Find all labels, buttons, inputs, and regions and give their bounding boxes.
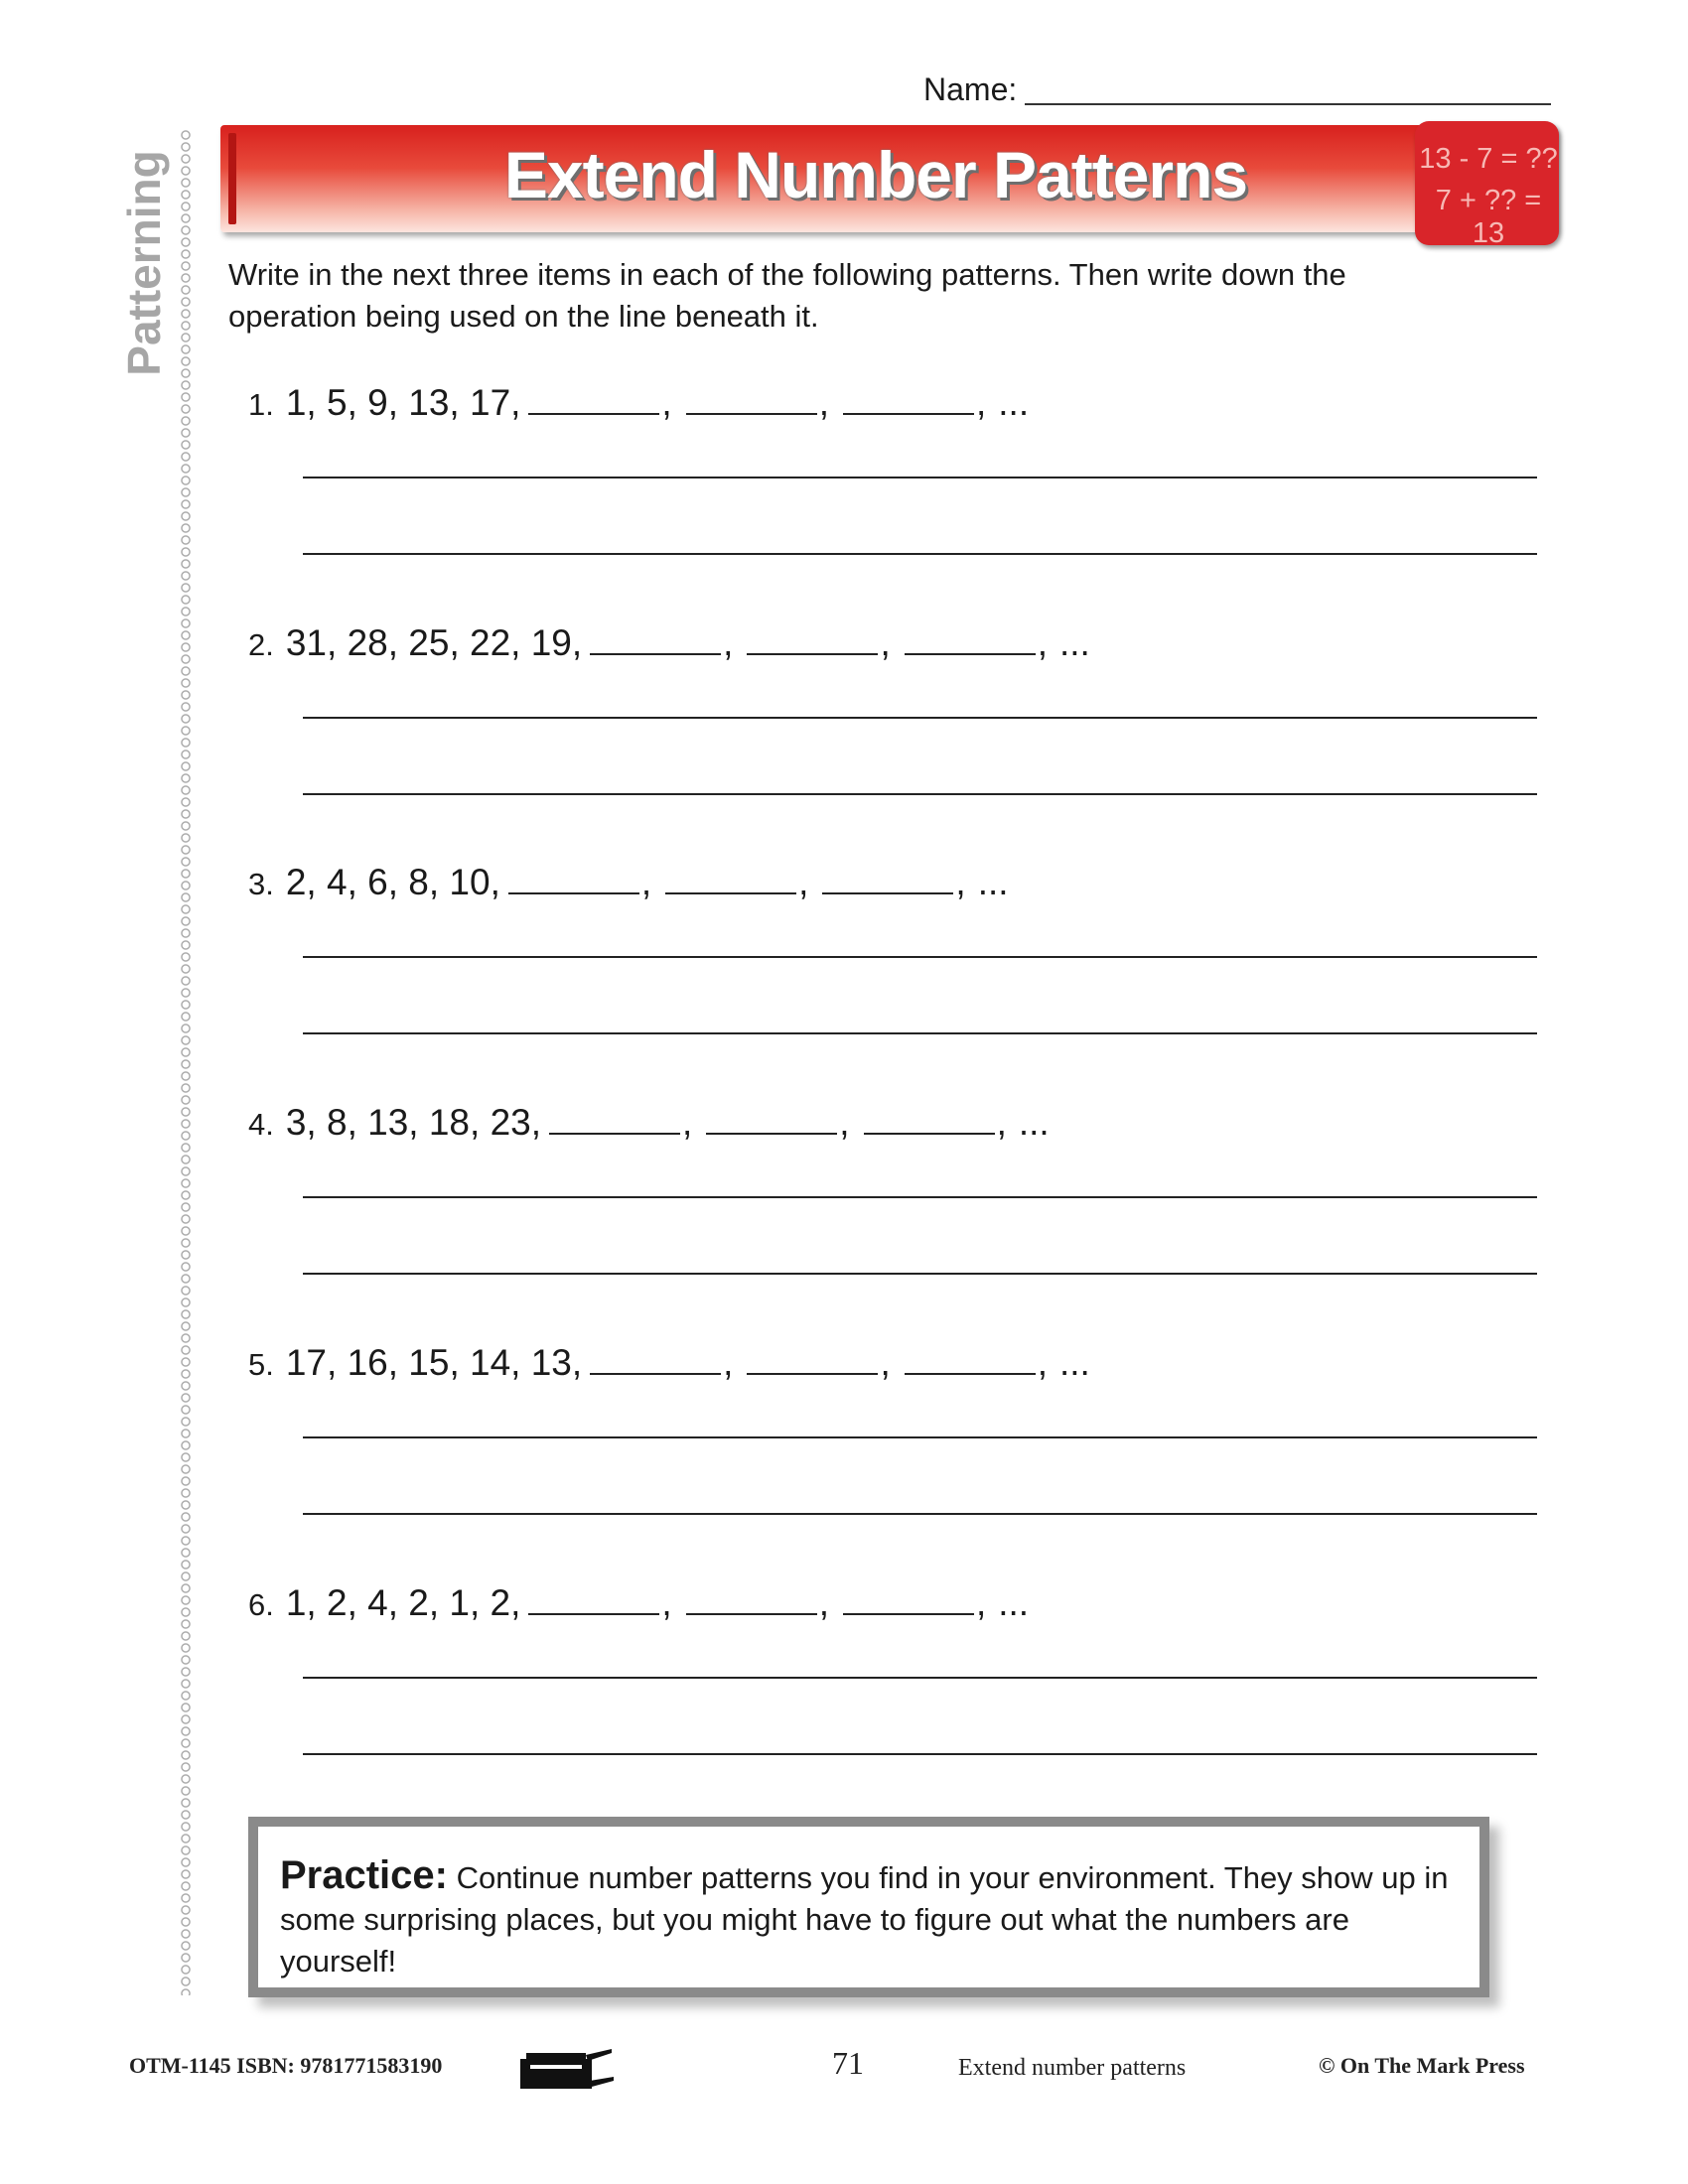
answer-blank[interactable] bbox=[528, 383, 659, 415]
question-4 bbox=[248, 1102, 1539, 1340]
operation-line[interactable] bbox=[303, 793, 1537, 795]
separator: , bbox=[1037, 622, 1048, 663]
separator: , bbox=[880, 622, 891, 663]
decorative-chain-border bbox=[177, 129, 195, 1995]
name-line[interactable] bbox=[1025, 103, 1551, 105]
operation-line[interactable] bbox=[303, 1032, 1537, 1034]
page-number: 71 bbox=[832, 2045, 864, 2081]
separator: , bbox=[723, 1342, 734, 1383]
side-tab-label: Patterning bbox=[118, 150, 170, 376]
answer-blank[interactable] bbox=[590, 623, 721, 655]
title-banner bbox=[220, 125, 1556, 232]
question-1 bbox=[248, 382, 1539, 620]
answer-blank[interactable] bbox=[864, 1103, 995, 1135]
practice-content bbox=[280, 1854, 1452, 1982]
separator: , bbox=[798, 862, 809, 902]
question-sequence: 17, 16, 15, 14, 13, bbox=[285, 1342, 583, 1383]
question-sequence: 2, 4, 6, 8, 10, bbox=[285, 862, 500, 902]
badge-line-2: 7 + ?? = 13 bbox=[1435, 185, 1542, 249]
badge-line-1: 13 - 7 = ?? bbox=[1419, 143, 1558, 175]
operation-line[interactable] bbox=[303, 1753, 1537, 1755]
operation-line[interactable] bbox=[303, 1196, 1537, 1198]
separator: , bbox=[880, 1342, 891, 1383]
separator: , bbox=[661, 382, 672, 423]
operation-line[interactable] bbox=[303, 1436, 1537, 1438]
answer-blank[interactable] bbox=[686, 383, 817, 415]
answer-blank[interactable] bbox=[528, 1583, 659, 1615]
ellipsis: ... bbox=[1059, 622, 1090, 663]
operation-line[interactable] bbox=[303, 1273, 1537, 1275]
equation-badge bbox=[1415, 121, 1559, 249]
footer-topic: Extend number patterns bbox=[958, 2055, 1187, 2081]
instructions: Write in the next three items in each of the following patterns. Then write down the operation being used on the line beneath it. bbox=[228, 257, 1346, 334]
question-sequence: 3, 8, 13, 18, 23, bbox=[285, 1102, 541, 1143]
separator: , bbox=[818, 382, 829, 423]
question-3 bbox=[248, 862, 1539, 1100]
footer bbox=[129, 2045, 1559, 2095]
separator: , bbox=[818, 1582, 829, 1623]
question-sequence: 1, 2, 4, 2, 1, 2, bbox=[285, 1582, 521, 1623]
ellipsis: ... bbox=[1018, 1102, 1050, 1143]
copyright: © On The Mark Press bbox=[1319, 2053, 1525, 2078]
operation-line[interactable] bbox=[303, 1513, 1537, 1515]
question-number: 6. bbox=[248, 1587, 274, 1622]
practice-label: Practice: bbox=[280, 1853, 448, 1897]
answer-blank[interactable] bbox=[747, 1343, 878, 1375]
answer-blank[interactable] bbox=[843, 1583, 974, 1615]
answer-blank[interactable] bbox=[590, 1343, 721, 1375]
answer-blank[interactable] bbox=[706, 1103, 837, 1135]
question-line bbox=[248, 622, 1090, 664]
answer-blank[interactable] bbox=[549, 1103, 680, 1135]
question-line bbox=[248, 1582, 1029, 1624]
separator: , bbox=[955, 862, 966, 902]
ellipsis: ... bbox=[977, 862, 1009, 902]
ellipsis: ... bbox=[998, 1582, 1030, 1623]
question-2 bbox=[248, 622, 1539, 861]
separator: , bbox=[975, 382, 987, 423]
practice-box bbox=[248, 1817, 1489, 1997]
separator: , bbox=[640, 862, 652, 902]
question-line bbox=[248, 862, 1009, 903]
question-line bbox=[248, 1342, 1090, 1384]
question-line bbox=[248, 382, 1029, 424]
separator: , bbox=[839, 1102, 850, 1143]
answer-blank[interactable] bbox=[508, 863, 639, 894]
operation-line[interactable] bbox=[303, 553, 1537, 555]
answer-blank[interactable] bbox=[822, 863, 953, 894]
footer-isbn: OTM-1145 ISBN: 9781771583190 bbox=[129, 2053, 443, 2078]
ellipsis: ... bbox=[1059, 1342, 1090, 1383]
answer-blank[interactable] bbox=[665, 863, 796, 894]
photocopier-icon bbox=[516, 2045, 616, 2095]
question-number: 5. bbox=[248, 1347, 274, 1382]
separator: , bbox=[682, 1102, 693, 1143]
name-field bbox=[923, 71, 1559, 111]
answer-blank[interactable] bbox=[747, 623, 878, 655]
separator: , bbox=[1037, 1342, 1048, 1383]
question-number: 4. bbox=[248, 1107, 274, 1142]
name-label: Name: bbox=[923, 71, 1018, 107]
separator: , bbox=[996, 1102, 1007, 1143]
question-line bbox=[248, 1102, 1050, 1144]
answer-blank[interactable] bbox=[905, 623, 1036, 655]
operation-line[interactable] bbox=[303, 1677, 1537, 1679]
separator: , bbox=[661, 1582, 672, 1623]
question-number: 2. bbox=[248, 627, 274, 662]
question-5 bbox=[248, 1342, 1539, 1580]
ellipsis: ... bbox=[998, 382, 1030, 423]
question-sequence: 1, 5, 9, 13, 17, bbox=[285, 382, 521, 423]
separator: , bbox=[975, 1582, 987, 1623]
question-sequence: 31, 28, 25, 22, 19, bbox=[285, 622, 583, 663]
answer-blank[interactable] bbox=[905, 1343, 1036, 1375]
answer-blank[interactable] bbox=[686, 1583, 817, 1615]
answer-blank[interactable] bbox=[843, 383, 974, 415]
operation-line[interactable] bbox=[303, 717, 1537, 719]
practice-text: Continue number patterns you find in your environment. They show up in some surprising places, but you might have to figure out what the numbers are yourself! bbox=[280, 1860, 1449, 1979]
question-number: 1. bbox=[248, 387, 274, 422]
question-6 bbox=[248, 1582, 1539, 1821]
page-title: Extend Number Patterns bbox=[503, 138, 1248, 211]
operation-line[interactable] bbox=[303, 956, 1537, 958]
question-number: 3. bbox=[248, 867, 274, 901]
operation-line[interactable] bbox=[303, 477, 1537, 478]
separator: , bbox=[723, 622, 734, 663]
